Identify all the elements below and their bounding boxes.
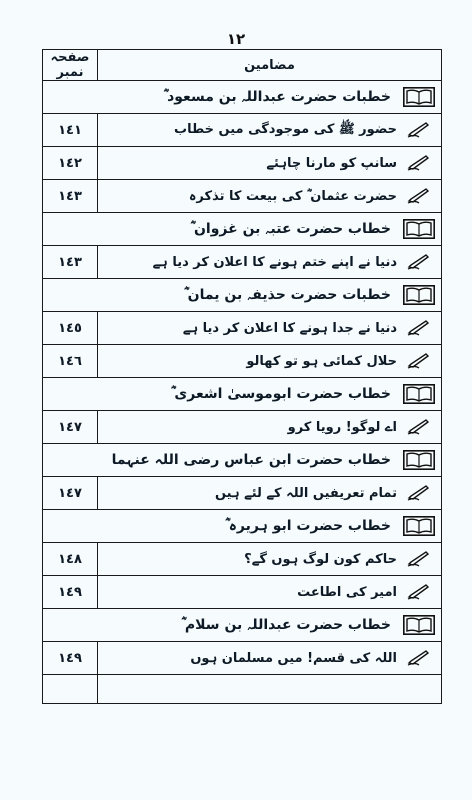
section-row bbox=[43, 81, 442, 114]
page-column-header: صفحہ نمبر bbox=[43, 50, 98, 81]
entry-title: اے لوگو! رویا کرو bbox=[287, 419, 397, 435]
pen-icon bbox=[407, 584, 431, 600]
table-of-contents bbox=[42, 49, 442, 704]
blank-page-cell bbox=[43, 675, 98, 704]
blank-row bbox=[43, 675, 442, 704]
book-icon bbox=[403, 285, 435, 305]
entry-page-number: ١٤٧ bbox=[43, 411, 98, 444]
section-row bbox=[43, 378, 442, 411]
toc-entry-row bbox=[43, 345, 442, 378]
book-icon bbox=[403, 219, 435, 239]
pen-icon bbox=[407, 419, 431, 435]
entry-page-number: ١٤٦ bbox=[43, 345, 98, 378]
section-title: خطاب حضرت ابو ہریرہ ؓ bbox=[225, 518, 391, 534]
section-title: خطبات حضرت حذیفہ بن یمان ؓ bbox=[184, 287, 391, 303]
entry-page-number: ١٤٣ bbox=[43, 246, 98, 279]
pen-icon bbox=[407, 551, 431, 567]
entry-title: حاکم کون لوگ ہوں گے؟ bbox=[244, 551, 397, 567]
toc-entry-row bbox=[43, 477, 442, 510]
section-title: خطاب حضرت عتبہ بن غزوان ؓ bbox=[190, 221, 391, 237]
book-icon bbox=[403, 615, 435, 635]
entry-title: تمام تعریفیں اللہ کے لئے ہیں bbox=[214, 485, 397, 501]
entry-title: حضور ﷺ کی موجودگی میں خطاب bbox=[174, 121, 397, 137]
entry-page-number: ١٤٩ bbox=[43, 576, 98, 609]
blank-content-cell bbox=[98, 675, 442, 704]
entry-title: دنیا نے اپنے ختم ہونے کا اعلان کر دیا ہے bbox=[152, 254, 397, 270]
entry-title: سانپ کو مارنا چاہئے bbox=[266, 155, 397, 171]
book-icon bbox=[403, 87, 435, 107]
entry-page-number: ١٤٩ bbox=[43, 642, 98, 675]
entry-page-number: ١٤٥ bbox=[43, 312, 98, 345]
pen-icon bbox=[407, 188, 431, 204]
book-icon bbox=[403, 450, 435, 470]
pen-icon bbox=[407, 254, 431, 270]
toc-entry-row bbox=[43, 246, 442, 279]
pen-icon bbox=[407, 320, 431, 336]
pen-icon bbox=[407, 650, 431, 666]
entry-page-number: ١٤٧ bbox=[43, 477, 98, 510]
header-row bbox=[43, 50, 442, 81]
section-title: خطاب حضرت ابوموسیٰ اشعری ؓ bbox=[170, 386, 391, 402]
entry-page-number: ١٤١ bbox=[43, 114, 98, 147]
entry-title: امیر کی اطاعت bbox=[297, 584, 397, 600]
toc-entry-row bbox=[43, 312, 442, 345]
section-row bbox=[43, 444, 442, 477]
entry-title: دنیا نے جدا ہونے کا اعلان کر دیا ہے bbox=[182, 320, 397, 336]
section-row bbox=[43, 213, 442, 246]
section-row bbox=[43, 279, 442, 312]
section-title: خطاب حضرت عبداللہ بن سلام ؓ bbox=[181, 617, 391, 633]
entry-title: اللہ کی قسم! میں مسلمان ہوں bbox=[190, 650, 397, 666]
pen-icon bbox=[407, 353, 431, 369]
entry-page-number: ١٤٨ bbox=[43, 543, 98, 576]
entry-page-number: ١٤٣ bbox=[43, 180, 98, 213]
toc-entry-row bbox=[43, 147, 442, 180]
section-title: خطبات حضرت عبداللہ بن مسعود ؓ bbox=[163, 89, 391, 105]
section-row bbox=[43, 609, 442, 642]
book-icon bbox=[403, 516, 435, 536]
toc-entry-row bbox=[43, 180, 442, 213]
entry-title: حلال کمائی ہو تو کھالو bbox=[246, 353, 397, 369]
toc-entry-row bbox=[43, 642, 442, 675]
section-title: خطاب حضرت ابن عباس رضی اللہ عنہما bbox=[111, 452, 391, 468]
pen-icon bbox=[407, 485, 431, 501]
pen-icon bbox=[407, 122, 431, 138]
entry-page-number: ١٤٢ bbox=[43, 147, 98, 180]
section-row bbox=[43, 510, 442, 543]
entry-title: حضرت عثمان ؓ کی بیعت کا تذکرہ bbox=[188, 188, 397, 204]
toc-entry-row bbox=[43, 114, 442, 147]
toc-entry-row bbox=[43, 411, 442, 444]
page-number: ١٢ bbox=[226, 30, 246, 48]
book-icon bbox=[403, 384, 435, 404]
pen-icon bbox=[407, 155, 431, 171]
toc-entry-row bbox=[43, 543, 442, 576]
content-column-header: مضامین bbox=[98, 50, 442, 81]
toc-entry-row bbox=[43, 576, 442, 609]
